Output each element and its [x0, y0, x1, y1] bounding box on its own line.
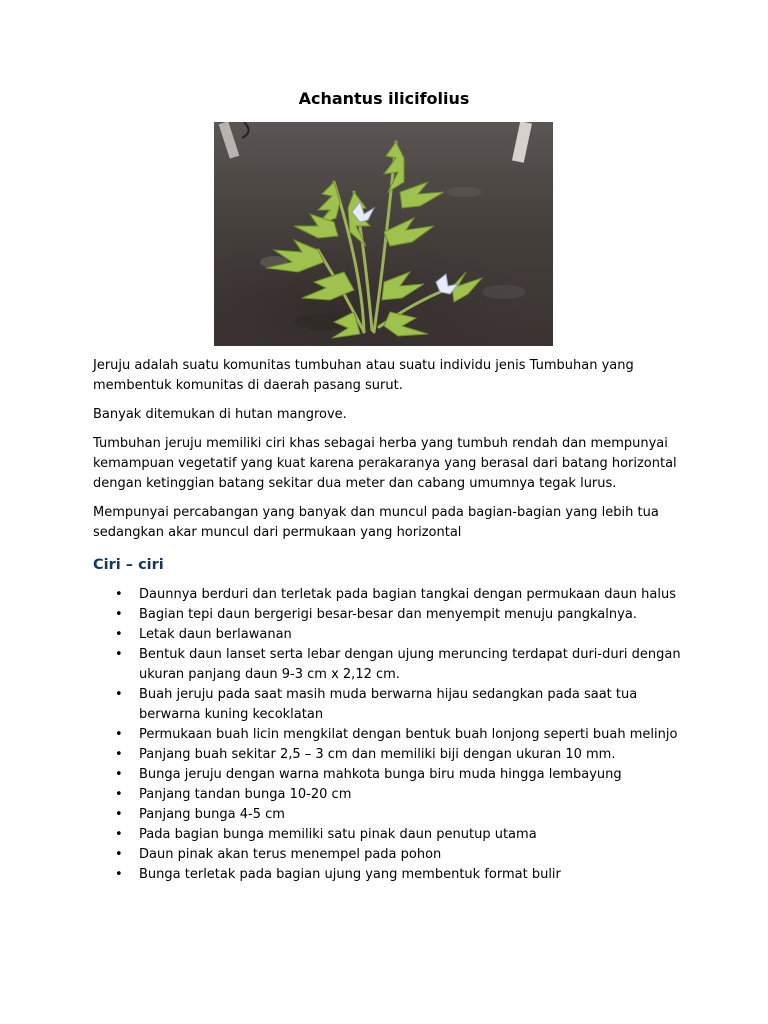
bullet-icon: •	[115, 767, 123, 782]
bullet-icon: •	[115, 807, 123, 822]
list-item: • Bagian tepi daun bergerigi besar-besar dan menyempit menuju pangkalnya.	[93, 605, 683, 625]
paragraph-branching: Mempunyai percabangan yang banyak dan muncul pada bagian-bagian yang lebih tua sedangkan akar muncul dari permukaan yang horizontal	[93, 505, 659, 540]
bullet-icon: •	[115, 787, 123, 802]
list-item: • Daun pinak akan terus menempel pada pohon	[93, 845, 683, 865]
list-item: • Panjang buah sekitar 2,5 – 3 cm dan memiliki biji dengan ukuran 10 mm.	[93, 745, 683, 765]
bullet-icon: •	[115, 727, 123, 742]
list-item: • Buah jeruju pada saat masih muda berwarna hijau sedangkan pada saat tua berwarna kuning kecoklatan	[115, 687, 638, 722]
list-item: • Panjang tandan bunga 10-20 cm	[93, 785, 683, 805]
bullet-icon: •	[115, 827, 123, 842]
list-item: • Bunga terletak pada bagian ujung yang membentuk format bulir	[93, 865, 683, 885]
list-item: • Bunga jeruju dengan warna mahkota bunga biru muda hingga lembayung	[93, 765, 683, 785]
bullet-icon: •	[115, 847, 123, 862]
paragraph-habitat: Banyak ditemukan di hutan mangrove.	[93, 407, 347, 422]
bullet-icon: •	[115, 867, 123, 882]
document-title: Achantus ilicifolius	[298, 89, 470, 108]
list-item: • Panjang bunga 4-5 cm	[93, 805, 683, 825]
characteristics-list	[93, 585, 683, 885]
list-item: • Permukaan buah licin mengkilat dengan bentuk buah lonjong seperti buah melinjo	[93, 725, 683, 745]
list-item: • Pada bagian bunga memiliki satu pinak daun penutup utama	[93, 825, 683, 845]
section-heading-ciri: Ciri – ciri	[93, 557, 164, 573]
bullet-icon: •	[115, 687, 123, 702]
bullet-icon: •	[115, 747, 123, 762]
paragraph-characteristics: Tumbuhan jeruju memiliki ciri khas sebagai herba yang tumbuh rendah dan mempunyai kemampuan vegetatif yang kuat karena perakaranya yang berasal dari batang horizontal dengan ketinggian batang sekitar dua meter dan cabang umumnya tegak lurus.	[93, 436, 677, 491]
bullet-icon: •	[115, 587, 123, 602]
list-item: • Bentuk daun lanset serta lebar dengan ujung meruncing terdapat duri-duri dengan ukuran panjang daun 9-3 cm x 2,12 cm.	[115, 647, 681, 682]
document-body	[93, 356, 683, 885]
plant-photo	[214, 122, 553, 346]
bullet-icon: •	[115, 627, 123, 642]
bullet-icon: •	[115, 647, 123, 662]
list-item: • Daunnya berduri dan terletak pada bagian tangkai dengan permukaan daun halus	[93, 585, 683, 605]
list-item: • Letak daun berlawanan	[93, 625, 683, 645]
paragraph-intro: Jeruju adalah suatu komunitas tumbuhan atau suatu individu jenis Tumbuhan yang membentuk komunitas di daerah pasang surut.	[93, 358, 634, 393]
bullet-icon: •	[115, 607, 123, 622]
